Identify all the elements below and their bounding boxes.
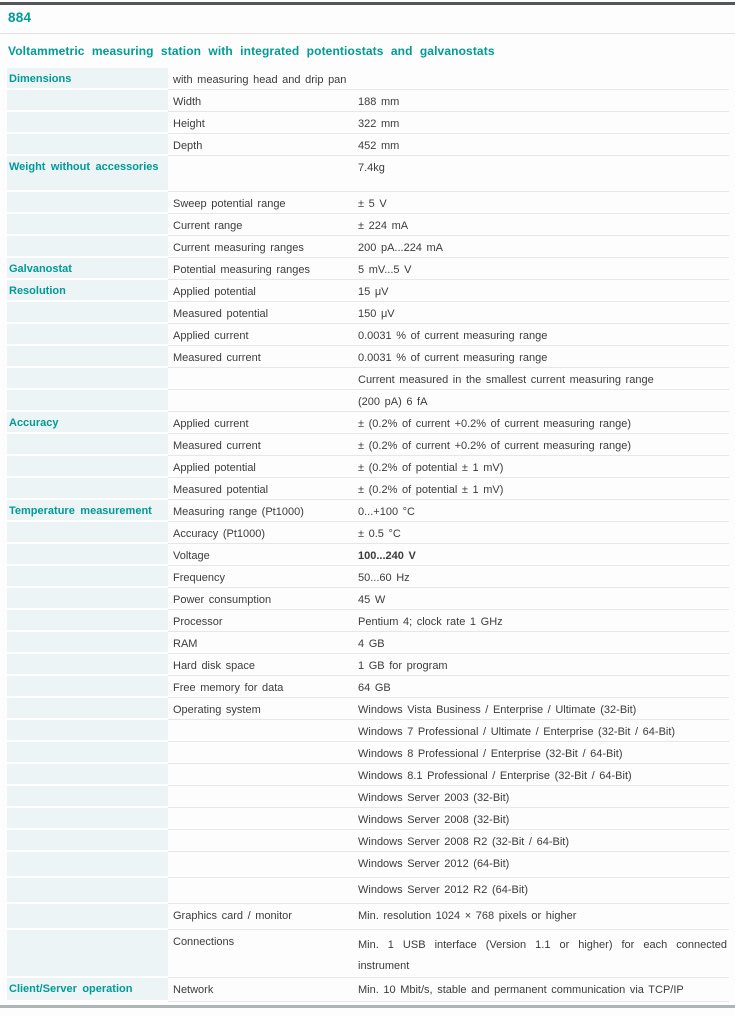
table-row — [7, 786, 729, 808]
parameter-cell: Applied potential — [173, 462, 256, 474]
value-cell: 0.0031 % of current measuring range — [358, 352, 548, 364]
table-row — [7, 192, 729, 214]
row-detail — [168, 346, 729, 368]
table-row — [7, 544, 729, 566]
parameter-cell: RAM — [173, 638, 198, 650]
value-cell: 4 GB — [358, 638, 385, 650]
table-row — [7, 654, 729, 676]
parameter-cell: Measured current — [173, 440, 261, 452]
category-cell: Weight without accessories — [7, 156, 168, 192]
row-detail — [168, 500, 729, 522]
category-cell — [7, 878, 168, 904]
category-cell — [7, 698, 168, 720]
parameter-cell — [168, 830, 354, 851]
row-detail — [168, 566, 729, 588]
table-row — [7, 904, 729, 930]
row-detail — [168, 192, 729, 214]
table-row — [7, 112, 729, 134]
value-cell: Windows Server 2003 (32-Bit) — [358, 792, 510, 804]
row-detail — [168, 698, 729, 720]
table-row — [7, 236, 729, 258]
value-cell: 100...240 V — [358, 550, 416, 562]
value-cell: 150 μV — [358, 308, 395, 320]
category-cell: Accuracy — [7, 412, 168, 434]
row-detail — [168, 302, 729, 324]
table-row — [7, 456, 729, 478]
row-detail — [168, 786, 729, 808]
parameter-cell: Power consumption — [173, 594, 272, 606]
row-detail — [168, 236, 729, 258]
parameter-cell: Hard disk space — [173, 660, 255, 672]
parameter-cell — [168, 786, 354, 807]
row-detail — [168, 522, 729, 544]
parameter-cell — [168, 764, 354, 785]
table-row — [7, 808, 729, 830]
row-detail — [168, 214, 729, 236]
parameter-cell: Frequency — [173, 572, 225, 584]
parameter-cell: Measured potential — [173, 308, 269, 320]
row-detail — [168, 112, 729, 134]
table-row — [7, 302, 729, 324]
row-detail — [168, 930, 729, 978]
value-cell: 0.0031 % of current measuring range — [358, 330, 548, 342]
category-cell — [7, 522, 168, 544]
category-cell — [7, 112, 168, 134]
table-row — [7, 156, 729, 192]
table-row — [7, 434, 729, 456]
parameter-cell — [168, 808, 354, 829]
page-title: 884 — [8, 10, 32, 25]
category-cell — [7, 808, 168, 830]
parameter-cell: with measuring head and drip pan — [173, 74, 347, 86]
parameter-cell — [168, 742, 354, 763]
value-cell: ± (0.2% of potential ± 1 mV) — [358, 462, 504, 474]
category-cell — [7, 478, 168, 500]
row-detail — [168, 68, 729, 90]
row-detail — [168, 156, 729, 192]
category-cell — [7, 904, 168, 930]
value-cell — [354, 68, 729, 89]
row-detail — [168, 720, 729, 742]
category-cell — [7, 214, 168, 236]
row-detail — [168, 878, 729, 904]
category-cell — [7, 930, 168, 978]
row-detail — [168, 280, 729, 302]
category-cell — [7, 852, 168, 878]
category-cell — [7, 676, 168, 698]
value-cell: 5 mV...5 V — [358, 264, 412, 276]
top-divider — [0, 2, 735, 5]
value-cell: 50...60 Hz — [358, 572, 410, 584]
parameter-cell: Processor — [173, 616, 223, 628]
parameter-cell: Depth — [173, 140, 203, 152]
parameter-cell: Free memory for data — [173, 682, 284, 694]
category-cell — [7, 544, 168, 566]
category-cell — [7, 390, 168, 412]
bottom-divider — [0, 1005, 735, 1008]
value-cell: ± (0.2% of current +0.2% of current measuring range) — [358, 440, 632, 452]
table-row — [7, 500, 729, 522]
category-cell — [7, 830, 168, 852]
parameter-cell: Voltage — [173, 550, 210, 562]
value-cell: 200 pA...224 mA — [358, 242, 444, 254]
row-detail — [168, 978, 729, 1002]
value-cell: 0...+100 °C — [358, 506, 416, 518]
table-row — [7, 588, 729, 610]
value-cell: Windows 8.1 Professional / Enterprise (32-Bit / 64-Bit) — [358, 770, 632, 782]
table-row — [7, 324, 729, 346]
spec-table — [7, 68, 729, 1002]
table-row — [7, 830, 729, 852]
category-cell — [7, 632, 168, 654]
row-detail — [168, 368, 729, 390]
table-row — [7, 978, 729, 1002]
row-detail — [168, 456, 729, 478]
table-row — [7, 522, 729, 544]
value-cell: Windows Server 2012 R2 (64-Bit) — [358, 884, 528, 896]
table-row — [7, 280, 729, 302]
table-row — [7, 764, 729, 786]
category-cell — [7, 324, 168, 346]
value-cell: ± (0.2% of potential ± 1 mV) — [358, 484, 504, 496]
value-cell: Windows Server 2008 (32-Bit) — [358, 814, 510, 826]
table-row — [7, 368, 729, 390]
parameter-cell: Applied potential — [173, 286, 256, 298]
value-cell: 7.4kg — [358, 162, 385, 174]
category-cell — [7, 346, 168, 368]
row-detail — [168, 676, 729, 698]
row-detail — [168, 742, 729, 764]
parameter-cell — [168, 720, 354, 741]
value-cell: Min. 10 Mbit/s, stable and permanent communication via TCP/IP — [358, 984, 684, 996]
row-detail — [168, 134, 729, 156]
value-cell: ± 0.5 °C — [358, 528, 401, 540]
table-row — [7, 412, 729, 434]
row-detail — [168, 478, 729, 500]
row-detail — [168, 830, 729, 852]
value-cell: Current measured in the smallest current measuring range — [358, 374, 654, 386]
value-cell: ± (0.2% of current +0.2% of current measuring range) — [358, 418, 632, 430]
parameter-cell: Applied current — [173, 330, 249, 342]
row-detail — [168, 610, 729, 632]
parameter-cell: Measuring range (Pt1000) — [173, 506, 304, 518]
parameter-cell: Connections — [173, 936, 235, 948]
row-detail — [168, 852, 729, 878]
value-cell: (200 pA) 6 fA — [358, 396, 428, 408]
table-row — [7, 852, 729, 878]
table-row — [7, 566, 729, 588]
category-cell — [7, 236, 168, 258]
category-cell — [7, 720, 168, 742]
parameter-cell: Sweep potential range — [173, 198, 286, 210]
value-cell: Min. 1 USB interface (Version 1.1 or higher) for each connected instrument — [358, 939, 727, 972]
table-row — [7, 610, 729, 632]
category-cell — [7, 654, 168, 676]
table-row — [7, 676, 729, 698]
category-cell — [7, 764, 168, 786]
row-detail — [168, 588, 729, 610]
category-cell — [7, 610, 168, 632]
category-cell — [7, 566, 168, 588]
value-cell: 322 mm — [358, 118, 400, 130]
header-divider — [0, 33, 735, 34]
row-detail — [168, 258, 729, 280]
value-cell: ± 5 V — [358, 198, 387, 210]
value-cell: 188 mm — [358, 96, 400, 108]
value-cell: Windows Server 2008 R2 (32-Bit / 64-Bit) — [358, 836, 569, 848]
parameter-cell: Current range — [173, 220, 243, 232]
category-cell: Client/Server operation — [7, 978, 168, 1002]
category-cell — [7, 456, 168, 478]
parameter-cell: Current measuring ranges — [173, 242, 304, 254]
table-row — [7, 632, 729, 654]
category-cell — [7, 786, 168, 808]
parameter-cell — [168, 390, 354, 411]
table-row — [7, 478, 729, 500]
parameter-cell: Measured current — [173, 352, 261, 364]
table-row — [7, 930, 729, 978]
table-row — [7, 878, 729, 904]
table-row — [7, 134, 729, 156]
row-detail — [168, 654, 729, 676]
value-cell: Windows Vista Business / Enterprise / Ultimate (32-Bit) — [358, 704, 637, 716]
table-row — [7, 90, 729, 112]
table-row — [7, 698, 729, 720]
parameter-cell: Potential measuring ranges — [173, 264, 310, 276]
row-detail — [168, 632, 729, 654]
row-detail — [168, 434, 729, 456]
row-detail — [168, 544, 729, 566]
value-cell: 64 GB — [358, 682, 391, 694]
category-cell — [7, 302, 168, 324]
parameter-cell — [168, 156, 354, 191]
row-detail — [168, 904, 729, 930]
row-detail — [168, 324, 729, 346]
value-cell: Windows 7 Professional / Ultimate / Enterprise (32-Bit / 64-Bit) — [358, 726, 676, 738]
parameter-cell — [168, 368, 354, 389]
value-cell: Windows Server 2012 (64-Bit) — [358, 858, 510, 870]
row-detail — [168, 412, 729, 434]
category-cell — [7, 134, 168, 156]
row-detail — [168, 90, 729, 112]
category-cell — [7, 90, 168, 112]
category-cell — [7, 742, 168, 764]
category-cell — [7, 588, 168, 610]
value-cell: Min. resolution 1024 × 768 pixels or higher — [358, 910, 577, 922]
category-cell: Dimensions — [7, 68, 168, 90]
parameter-cell: Width — [173, 96, 202, 108]
parameter-cell — [168, 852, 354, 877]
page-subtitle: Voltammetric measuring station with integrated potentiostats and galvanostats — [8, 44, 495, 58]
value-cell: 452 mm — [358, 140, 400, 152]
value-cell: 1 GB for program — [358, 660, 448, 672]
value-cell: 15 μV — [358, 286, 389, 298]
category-cell — [7, 434, 168, 456]
parameter-cell: Height — [173, 118, 205, 130]
parameter-cell: Measured potential — [173, 484, 269, 496]
parameter-cell: Applied current — [173, 418, 249, 430]
table-row — [7, 742, 729, 764]
value-cell: Pentium 4; clock rate 1 GHz — [358, 616, 503, 628]
value-cell: ± 224 mA — [358, 220, 409, 232]
table-row — [7, 68, 729, 90]
category-cell — [7, 368, 168, 390]
parameter-cell: Network — [173, 984, 214, 996]
category-cell: Temperature measurement — [7, 500, 168, 522]
table-row — [7, 258, 729, 280]
table-row — [7, 214, 729, 236]
parameter-cell — [168, 878, 354, 903]
row-detail — [168, 764, 729, 786]
row-detail — [168, 808, 729, 830]
table-row — [7, 720, 729, 742]
parameter-cell: Accuracy (Pt1000) — [173, 528, 266, 540]
value-cell: 45 W — [358, 594, 386, 606]
parameter-cell: Graphics card / monitor — [173, 910, 292, 922]
category-cell — [7, 192, 168, 214]
table-row — [7, 346, 729, 368]
category-cell: Resolution — [7, 280, 168, 302]
category-cell: Galvanostat — [7, 258, 168, 280]
row-detail — [168, 390, 729, 412]
table-row — [7, 390, 729, 412]
value-cell: Windows 8 Professional / Enterprise (32-Bit / 64-Bit) — [358, 748, 623, 760]
parameter-cell: Operating system — [173, 704, 261, 716]
